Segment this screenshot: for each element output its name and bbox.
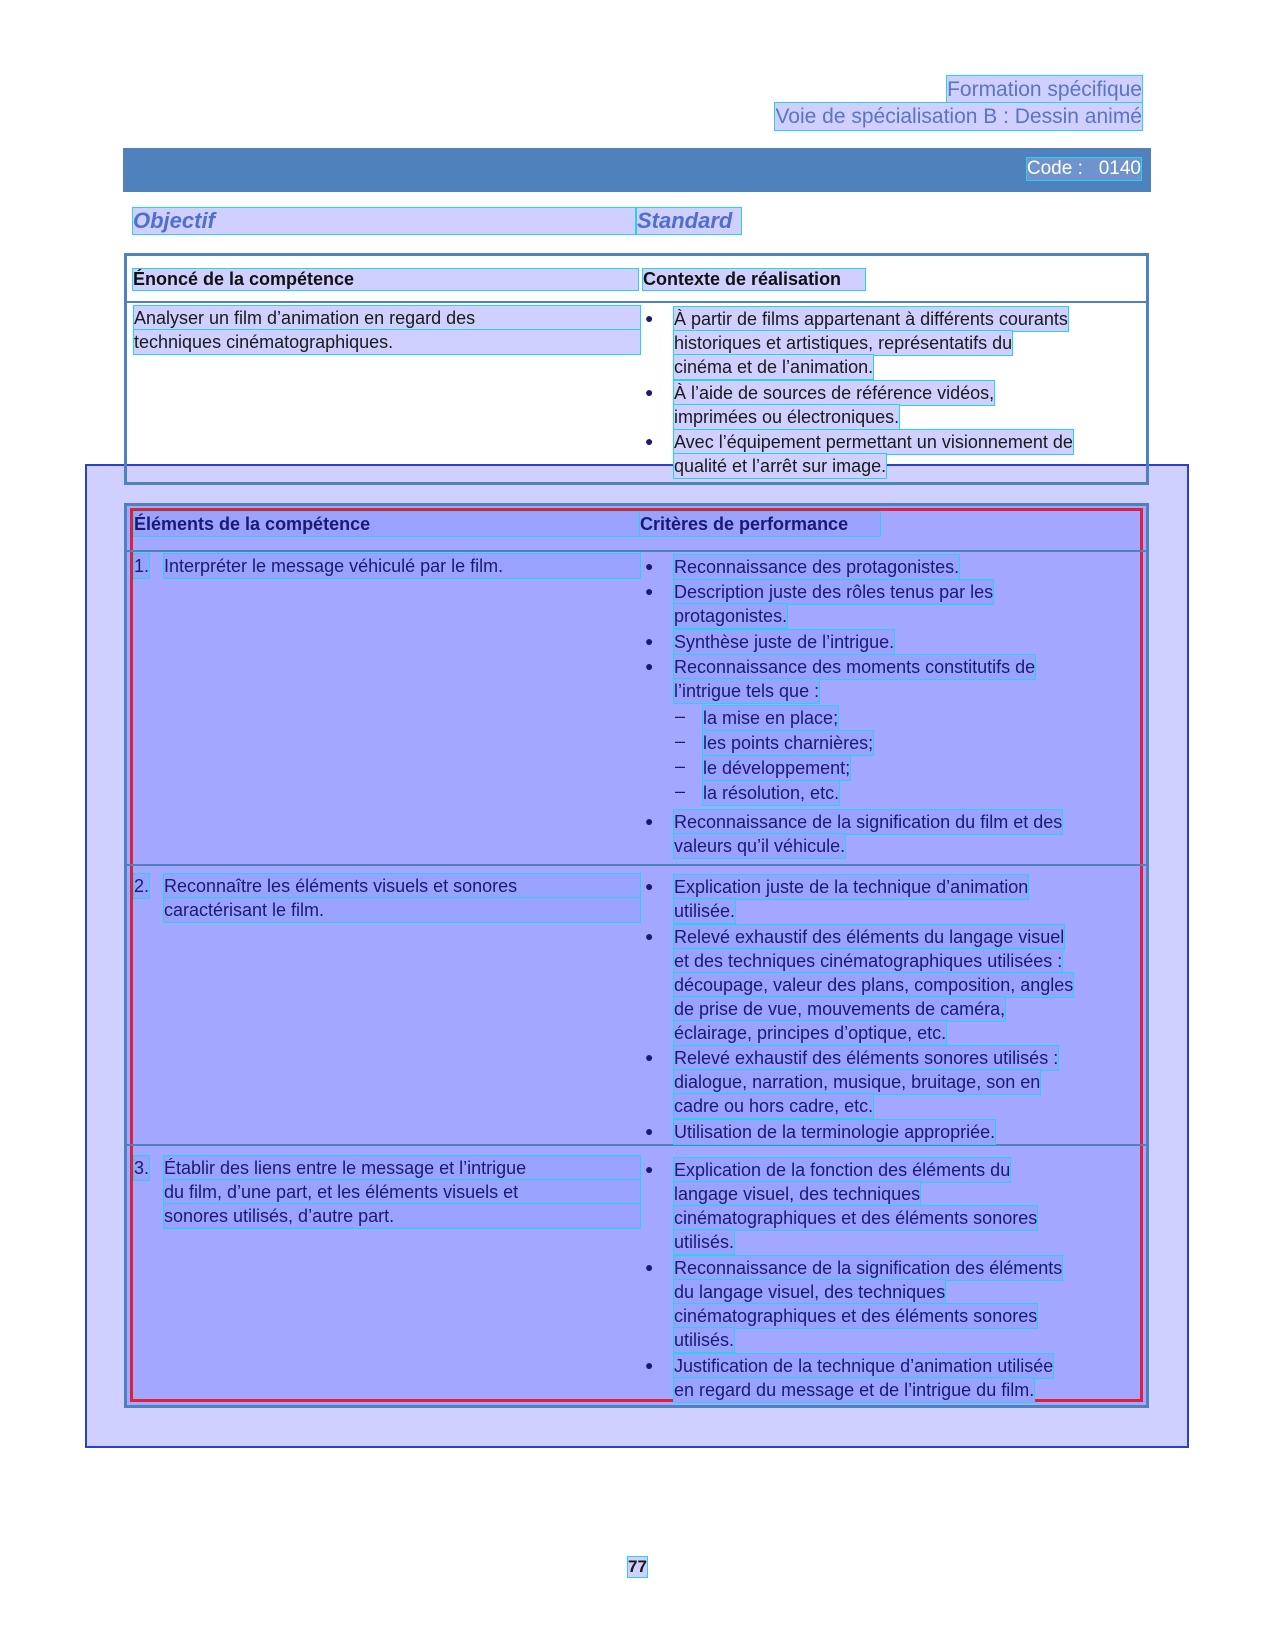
element-line: Reconnaître les éléments visuels et sonores [164, 874, 640, 898]
bullet-icon: ● [645, 813, 654, 829]
criteria-line: Reconnaissance des moments constitutifs de [674, 657, 1036, 677]
criteria-line: Reconnaissance des protagonistes. [674, 557, 960, 577]
context-line: qualité et l’arrêt sur image. [674, 456, 887, 476]
bullet-icon: ● [645, 928, 654, 944]
criteria-line: Reconnaissance de la signification du film et des [674, 812, 1063, 832]
code-bar [123, 148, 1151, 192]
bullet-icon: ● [645, 310, 654, 326]
dash-icon: – [675, 706, 686, 726]
sub-item: la résolution, etc. [703, 783, 840, 803]
criteria-line: langage visuel, des techniques [674, 1184, 921, 1204]
sub-item: les points charnières; [703, 733, 874, 753]
criteria-line: Explication juste de la technique d’animation [674, 877, 1029, 897]
dash-icon: – [675, 731, 686, 751]
criteria-line: utilisée. [674, 901, 736, 921]
criteria-line: Relevé exhaustif des éléments sonores utilisés : [674, 1048, 1059, 1068]
criteria-line: du langage visuel, des techniques [674, 1282, 946, 1302]
sub-item: la mise en place; [703, 708, 839, 728]
bullet-icon: ● [645, 433, 654, 449]
context-line: À partir de films appartenant à différents courants [674, 309, 1068, 329]
bullet-icon: ● [645, 878, 654, 894]
criteria-line: l’intrigue tels que : [674, 681, 820, 701]
statement-line: techniques cinématographiques. [134, 330, 640, 354]
context-column-title: Contexte de réalisation [643, 269, 865, 290]
bullet-icon: ● [645, 1161, 654, 1177]
criteria-line: cadre ou hors cadre, etc. [674, 1096, 874, 1116]
statement-line: Analyser un film d’animation en regard des [134, 306, 640, 330]
code-label [1027, 158, 1141, 180]
element-number: 2. [134, 876, 150, 896]
bullet-icon: ● [645, 1259, 654, 1275]
criteria-line: découpage, valeur des plans, composition, angles [674, 975, 1074, 995]
element-line: sonores utilisés, d’autre part. [164, 1204, 640, 1228]
bullet-icon: ● [645, 1357, 654, 1373]
sub-item: le développement; [703, 758, 851, 778]
element-number: 3. [134, 1158, 150, 1178]
bullet-icon: ● [645, 558, 654, 574]
row-divider [127, 1144, 1146, 1146]
element-line: caractérisant le film. [164, 898, 640, 922]
criteria-line: utilisés. [674, 1330, 735, 1350]
criteria-column-title: Critères de performance [640, 512, 880, 536]
context-line: Avec l’équipement permettant un visionnement de [674, 432, 1073, 452]
criteria-line: Explication de la fonction des éléments du [674, 1160, 1011, 1180]
bullet-icon: ● [645, 384, 654, 400]
standard-label: Standard [637, 208, 741, 234]
criteria-line: et des techniques cinématographiques utilisées : [674, 951, 1063, 971]
objectif-label: Objectif [133, 208, 635, 234]
context-line: À l’aide de sources de référence vidéos, [674, 383, 995, 403]
context-line: historiques et artistiques, représentatifs du [674, 333, 1013, 353]
criteria-line: Description juste des rôles tenus par les [674, 582, 994, 602]
row-divider [127, 864, 1146, 866]
criteria-line: cinématographiques et des éléments sonores [674, 1208, 1038, 1228]
code-label-text: Code : [1026, 158, 1083, 179]
criteria-line: utilisés. [674, 1232, 735, 1252]
elements-column-title: Éléments de la compétence [134, 512, 640, 536]
bullet-icon: ● [645, 583, 654, 599]
bullet-icon: ● [645, 1049, 654, 1065]
criteria-line: de prise de vue, mouvements de caméra, [674, 999, 1006, 1019]
context-line: imprimées ou électroniques. [674, 407, 900, 427]
bullet-icon: ● [645, 658, 654, 674]
element-number: 1. [134, 556, 150, 576]
criteria-line: éclairage, principes d’optique, etc. [674, 1023, 947, 1043]
criteria-line: Justification de la technique d’animation utilisée [674, 1356, 1054, 1376]
dash-icon: – [675, 781, 686, 801]
header-line-2: Voie de spécialisation B : Dessin animé [775, 105, 1142, 128]
header-line-1: Formation spécifique [947, 78, 1142, 101]
criteria-line: Reconnaissance de la signification des éléments [674, 1258, 1063, 1278]
context-line: cinéma et de l’animation. [674, 357, 874, 377]
criteria-line: cinématographiques et des éléments sonores [674, 1306, 1038, 1326]
page-number: 77 [628, 1557, 647, 1576]
criteria-line: Utilisation de la terminologie appropriée. [674, 1122, 996, 1142]
criteria-line: valeurs qu’il véhicule. [674, 836, 846, 856]
dash-icon: – [675, 756, 686, 776]
criteria-line: en regard du message et de l’intrigue du film. [674, 1380, 1035, 1400]
statement-column-title: Énoncé de la compétence [133, 269, 638, 290]
criteria-line: dialogue, narration, musique, bruitage, son en [674, 1072, 1041, 1092]
bullet-icon: ● [645, 1123, 654, 1139]
code-value: 0140 [1098, 158, 1141, 179]
element-line: Interpréter le message véhiculé par le film. [164, 554, 640, 578]
element-line: Établir des liens entre le message et l’intrigue [164, 1156, 640, 1180]
document-header [775, 76, 1142, 130]
element-line: du film, d’une part, et les éléments visuels et [164, 1180, 640, 1204]
criteria-line: protagonistes. [674, 606, 788, 626]
criteria-line: Synthèse juste de l’intrigue. [674, 632, 895, 652]
criteria-line: Relevé exhaustif des éléments du langage visuel [674, 927, 1065, 947]
bullet-icon: ● [645, 633, 654, 649]
competence-table-header [127, 256, 1146, 303]
